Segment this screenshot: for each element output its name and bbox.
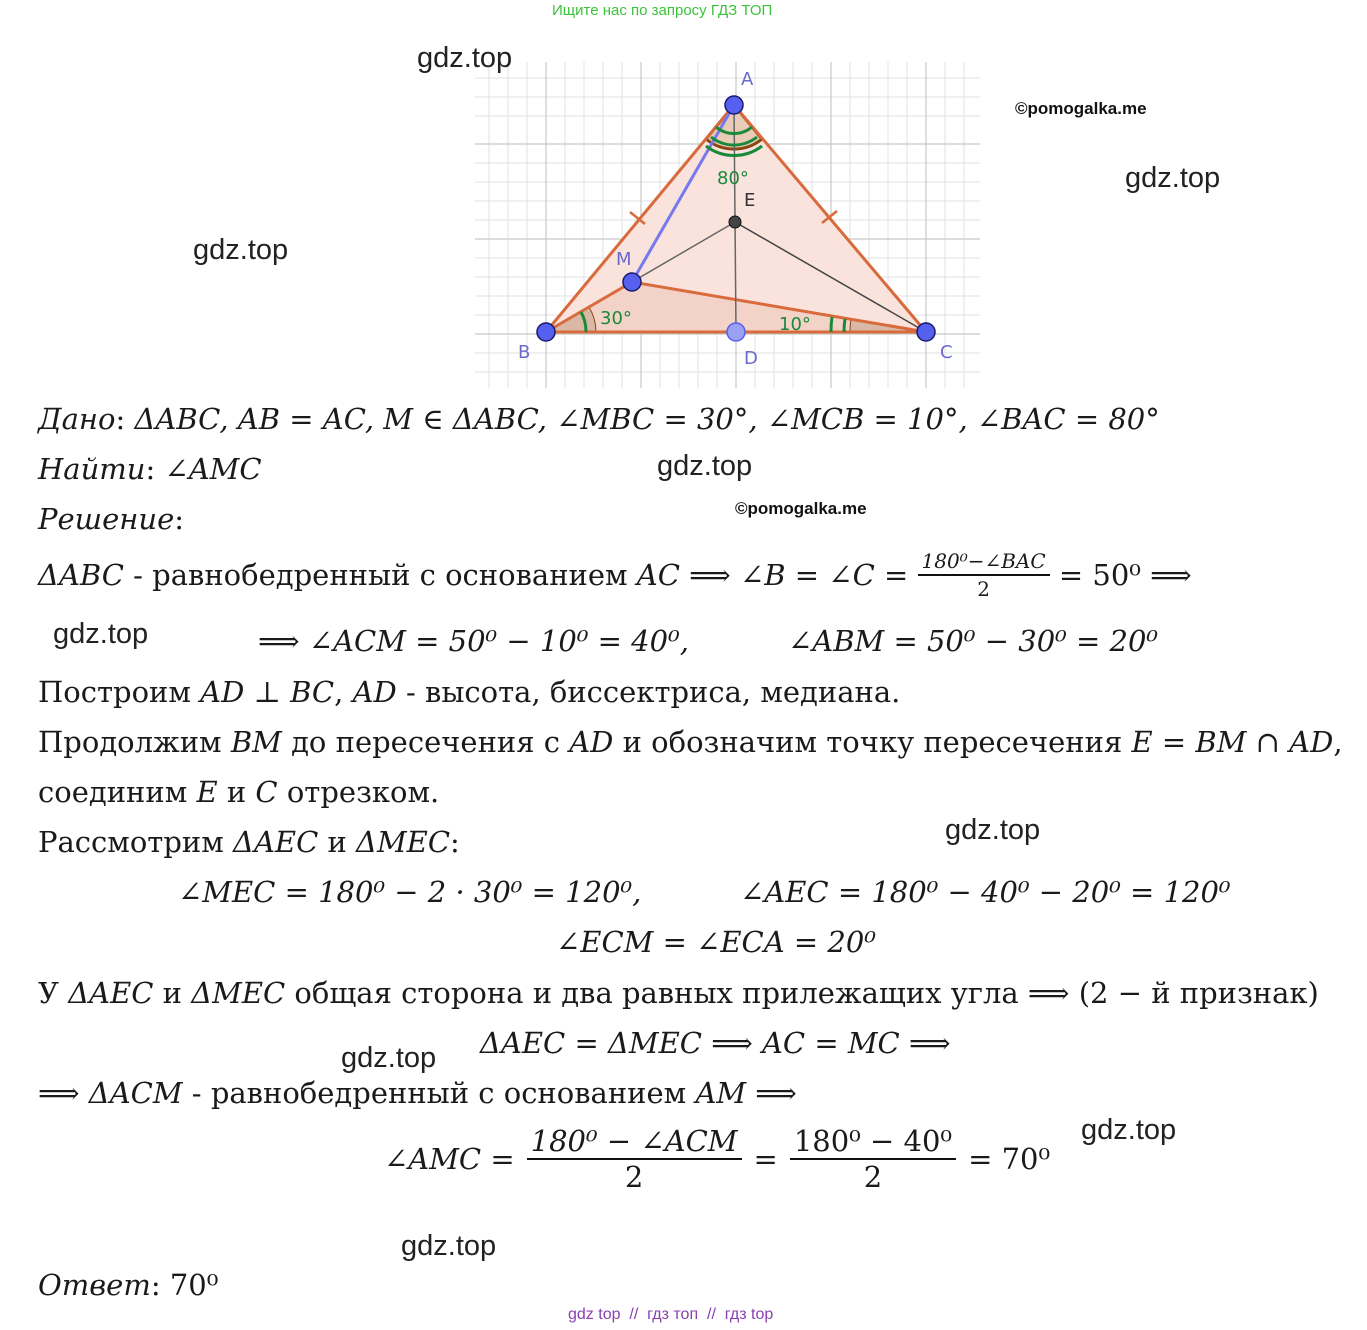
text: ΔMEC [191, 976, 286, 1010]
watermark: gdz.top [1081, 1114, 1177, 1146]
label-a: A [741, 69, 754, 90]
watermark: gdz.top [193, 234, 289, 266]
answer-line: Ответ: 70⁰ [38, 1268, 219, 1302]
text: AD [352, 675, 397, 709]
fraction-numerator: 180⁰ − ∠ACM [527, 1124, 742, 1160]
label-e: E [744, 190, 756, 211]
solution-step-9 [38, 976, 1319, 1010]
copyright: ©pomogalka.me [735, 499, 867, 518]
point-d [727, 323, 745, 341]
watermark: gdz.top [945, 814, 1041, 846]
text: и [153, 976, 192, 1010]
answer-value: 70⁰ [169, 1268, 219, 1302]
watermark: gdz.top [417, 42, 513, 74]
fraction-numerator: 180⁰ − 40⁰ [790, 1124, 956, 1160]
text: до пересечения с [281, 725, 570, 759]
text: AM ⟹ [695, 1076, 797, 1110]
text: отрезком. [277, 775, 440, 809]
text: Рассмотрим [38, 825, 234, 859]
text: - равнобедренный с основанием [182, 1076, 696, 1110]
label-30: 30° [600, 308, 632, 329]
watermark: gdz.top [401, 1230, 497, 1262]
text: ΔAEC [233, 825, 319, 859]
label-b: B [518, 342, 531, 363]
fraction-denominator: 2 [977, 577, 990, 601]
point-c [917, 323, 935, 341]
label-d: D [744, 348, 758, 369]
text: : [450, 825, 460, 859]
text: , [1333, 725, 1343, 759]
point-b [537, 323, 555, 341]
solution-step-10: ΔAEC = ΔMEC ⟹ AC = MC ⟹ [480, 1026, 951, 1060]
solution-step-6 [38, 825, 460, 859]
text: ∠AMC = [384, 1142, 515, 1176]
text: Построим [38, 675, 201, 709]
label-80: 80° [717, 168, 749, 189]
fraction-numerator: 180⁰−∠BAC [918, 548, 1050, 576]
header-note: Ищите нас по запросу ГДЗ ТОП [552, 2, 773, 19]
find-line: Найти: ∠AMC [38, 452, 262, 486]
text: ΔABC [38, 558, 124, 592]
fraction [918, 548, 1050, 602]
text: У [38, 976, 69, 1010]
label-c: C [940, 342, 953, 363]
text: AC ⟹ ∠B = ∠C = [636, 558, 918, 592]
solution-step-11 [38, 1076, 797, 1110]
watermark: gdz.top [657, 450, 753, 482]
text: C [255, 775, 278, 809]
fraction [790, 1124, 956, 1194]
solution-step-2: ⟹ ∠ACM = 50⁰ − 10⁰ = 40⁰, [258, 624, 689, 658]
point-e [729, 216, 741, 228]
text: AD [569, 725, 614, 759]
label-10: 10° [779, 314, 811, 335]
text: AD ⊥ BC [200, 675, 335, 709]
text: E = BM ∩ AD [1131, 725, 1334, 759]
copyright: ©pomogalka.me [1015, 99, 1147, 118]
angle-c-arc-2 [844, 319, 845, 332]
watermark: gdz.top [53, 618, 149, 650]
watermark: gdz.top [341, 1042, 437, 1074]
solution-step-5 [38, 775, 439, 809]
solution-step-12 [384, 1124, 1050, 1194]
fraction-denominator: 2 [863, 1160, 883, 1194]
solution-label: Решение [38, 502, 175, 536]
text: ΔAEC [68, 976, 154, 1010]
given-label: Дано [38, 402, 116, 436]
text: = [753, 1142, 778, 1176]
text: ΔMEC [356, 825, 451, 859]
answer-label: Ответ [38, 1268, 151, 1302]
fraction [527, 1124, 742, 1194]
text: общая сторона и два равных прилежащих угла ⟹ (2 − й признак) [285, 976, 1319, 1010]
text: ΔACM [88, 1076, 183, 1110]
text: и [217, 775, 256, 809]
find-label: Найти [38, 452, 146, 486]
text: - высота, биссектриса, медиана. [396, 675, 901, 709]
point-a [725, 96, 743, 114]
solution-line: Решение: [38, 502, 185, 536]
text: и [318, 825, 357, 859]
fraction-denominator: 2 [624, 1160, 644, 1194]
watermark: gdz.top [1125, 162, 1221, 194]
angle-c-arc-1 [831, 317, 832, 332]
solution-step-3 [38, 675, 900, 709]
solution-step-7b: ∠AEC = 180⁰ − 40⁰ − 20⁰ = 120⁰ [740, 875, 1231, 909]
text: BM [230, 725, 282, 759]
text: соединим [38, 775, 197, 809]
text: , [334, 675, 353, 709]
given-text: ΔABC, AB = AC, M ∈ ΔABC, ∠MBC = 30°, ∠MCB = 10°, ∠BAC = 80° [134, 402, 1160, 436]
text: - равнобедренный с основанием [123, 558, 637, 592]
given-line: Дано: ΔABC, AB = AC, M ∈ ΔABC, ∠MBC = 30°, ∠MCB = 10°, ∠BAC = 80° [38, 402, 1160, 436]
text: E [196, 775, 218, 809]
solution-step-1 [38, 548, 1192, 602]
solution-step-2b: ∠ABM = 50⁰ − 30⁰ = 20⁰ [788, 624, 1159, 658]
solution-step-7a: ∠MEC = 180⁰ − 2 · 30⁰ = 120⁰, [178, 875, 642, 909]
geometry-diagram [470, 58, 985, 393]
label-m: M [616, 249, 632, 270]
footer-links: gdz top // гдз топ // гдз top [568, 1306, 774, 1323]
find-text: ∠AMC [164, 452, 262, 486]
solution-step-8: ∠ECM = ∠ECA = 20⁰ [556, 925, 876, 959]
text: ⟹ [38, 1076, 89, 1110]
text: Продолжим [38, 725, 231, 759]
text: и обозначим точку пересечения [613, 725, 1132, 759]
point-m [623, 273, 641, 291]
text: = 50⁰ ⟹ [1049, 558, 1192, 592]
solution-step-4 [38, 725, 1343, 759]
text: = 70⁰ [968, 1142, 1051, 1176]
